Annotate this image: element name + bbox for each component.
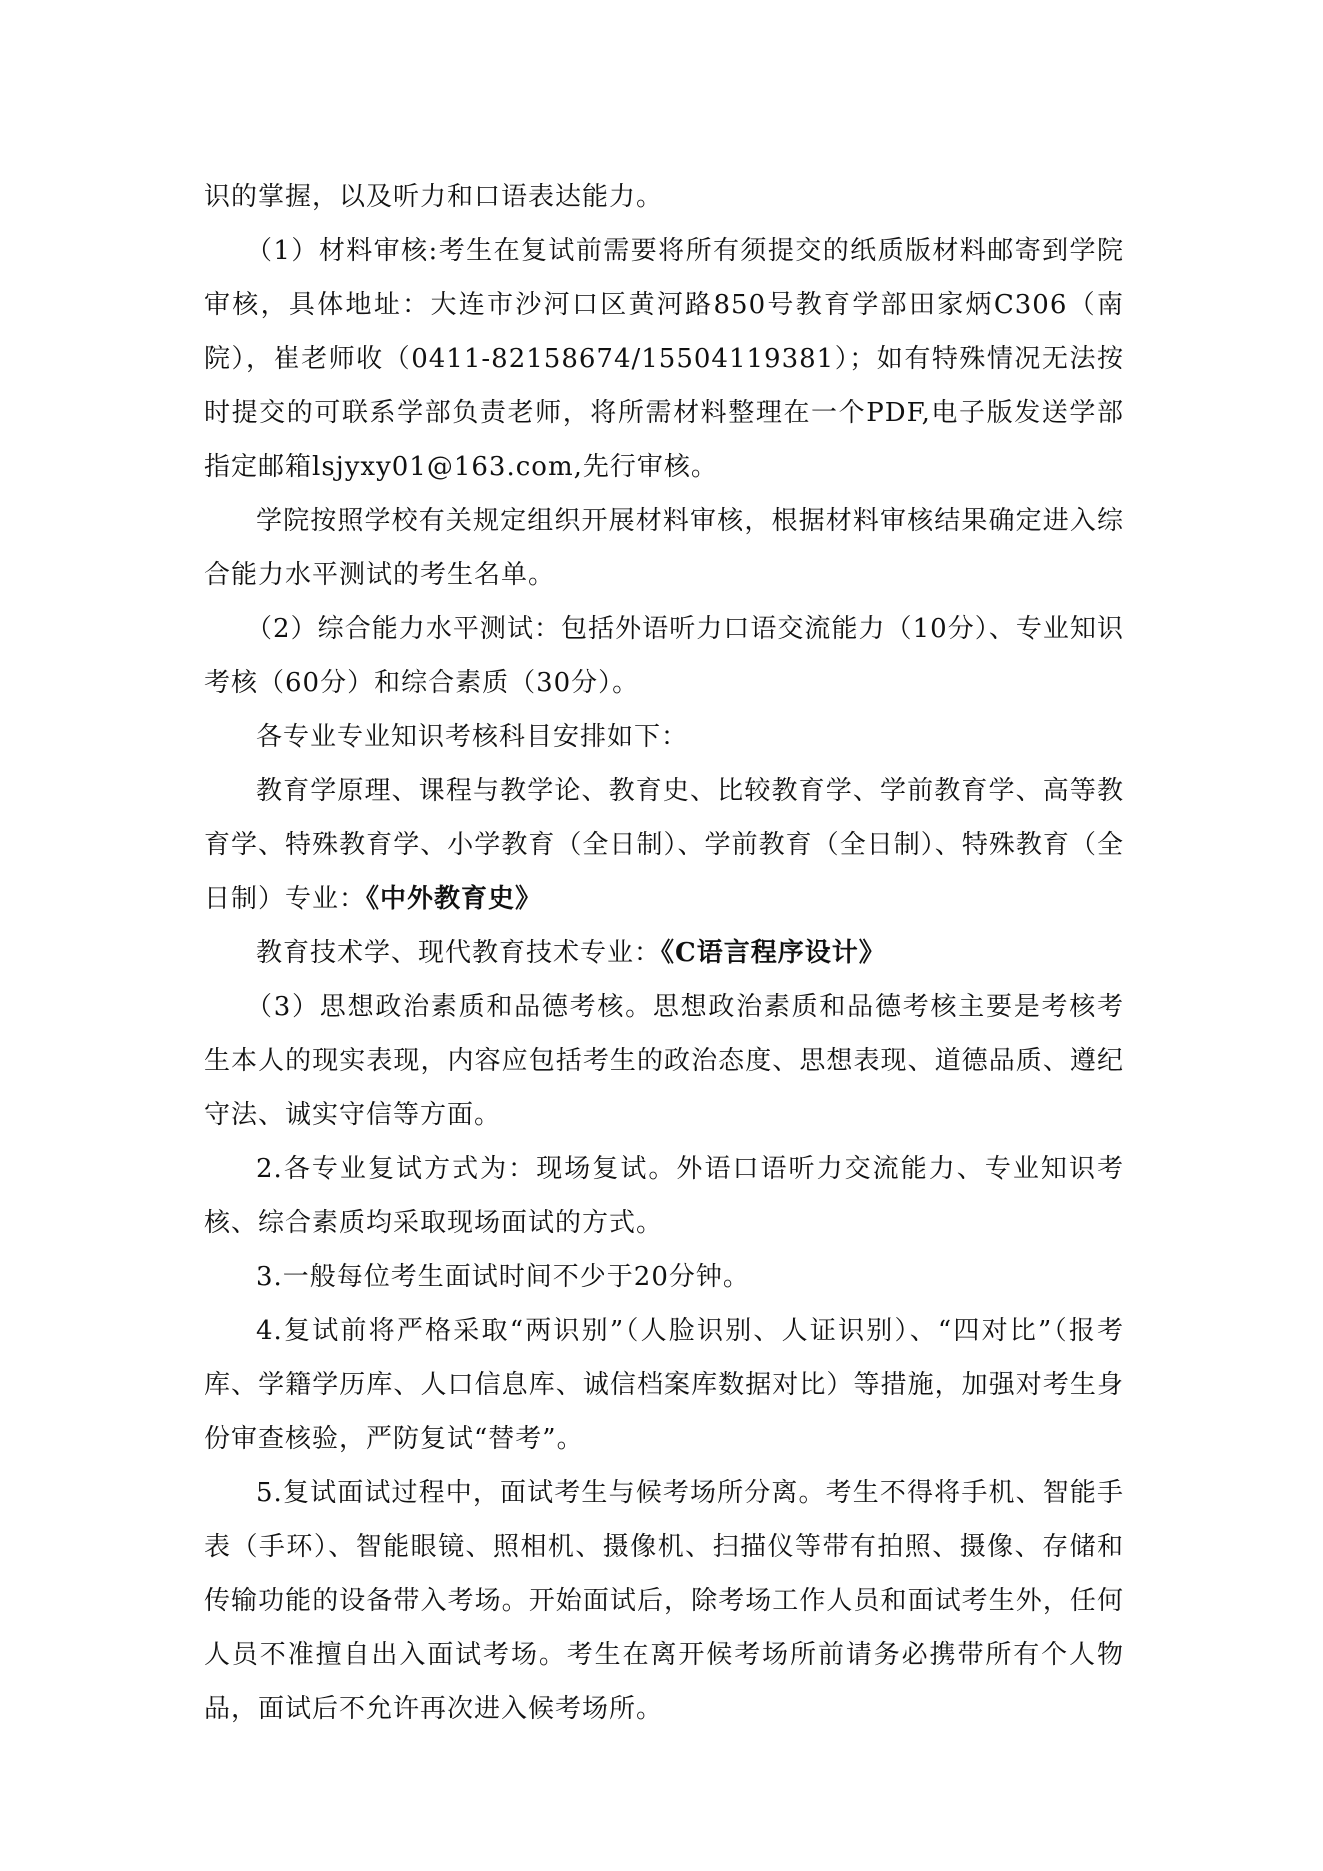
technology-majors-text: 教育技术学、现代教育技术专业： (256, 938, 662, 968)
paragraph-identity-verification: 4.复试前将严格采取“两识别”（人脸识别、人证识别）、“四对比”（报考库、学籍学历库、人口信息库、诚信档案库数据对比）等措施，加强对考生身份审查核验，严防复试“替考”。 (204, 1316, 1124, 1454)
paragraph-interview-rules: 5.复试面试过程中，面试考生与候考场所分离。考生不得将手机、智能手表（手环）、智能眼镜、照相机、摄像机、扫描仪等带有拍照、摄像、存储和传输功能的设备带入考场。开始面试后，除考场工作人员和面试考生外，任何人员不准擅自出入面试考场。考生在离开候考场所前请务必携带所有个人物品，面试后不允许再次进入候考场所。 (204, 1478, 1124, 1724)
education-history-course: 《中外教育史》 (366, 884, 543, 914)
paragraph-material-review: （1）材料审核:考生在复试前需要将所有须提交的纸质版材料邮寄到学院审核，具体地址：大连市沙河口区黄河路850号教育学部田家炳C306（南院），崔老师收（0411-82158674/15504119381）；如有特殊情况无法按时提交的可联系学部负责老师，将所需材料整理在一个PDF,电子版发送学部指定邮箱lsjyxy01@163.com,先行审核。 (204, 236, 1124, 482)
document-body (204, 170, 1124, 1736)
paragraph-review-procedure: 学院按照学校有关规定组织开展材料审核，根据材料审核结果确定进入综合能力水平测试的考生名单。 (204, 506, 1124, 590)
c-programming-course: 《C语言程序设计》 (661, 938, 886, 968)
paragraph-retest-method: 2.各专业复试方式为：现场复试。外语口语听力交流能力、专业知识考核、综合素质均采取现场面试的方式。 (204, 1154, 1124, 1238)
paragraph-technology-majors (204, 926, 1124, 980)
paragraph-subject-arrangement: 各专业专业知识考核科目安排如下： (256, 722, 689, 752)
paragraph-education-majors (204, 764, 1124, 926)
paragraph-continuation: 识的掌握，以及听力和口语表达能力。 (204, 182, 664, 212)
paragraph-interview-duration: 3.一般每位考生面试时间不少于20分钟。 (256, 1262, 750, 1292)
paragraph-political-assessment: （3）思想政治素质和品德考核。思想政治素质和品德考核主要是考核考生本人的现实表现，内容应包括考生的政治态度、思想表现、道德品质、遵纪守法、诚实守信等方面。 (204, 992, 1124, 1130)
education-majors-text: 教育学原理、课程与教学论、教育史、比较教育学、学前教育学、高等教育学、特殊教育学、小学教育（全日制）、学前教育（全日制）、特殊教育（全日制）专业： (204, 776, 1124, 914)
paragraph-comprehensive-test: （2）综合能力水平测试：包括外语听力口语交流能力（10分）、专业知识考核（60分）和综合素质（30分）。 (204, 614, 1124, 698)
